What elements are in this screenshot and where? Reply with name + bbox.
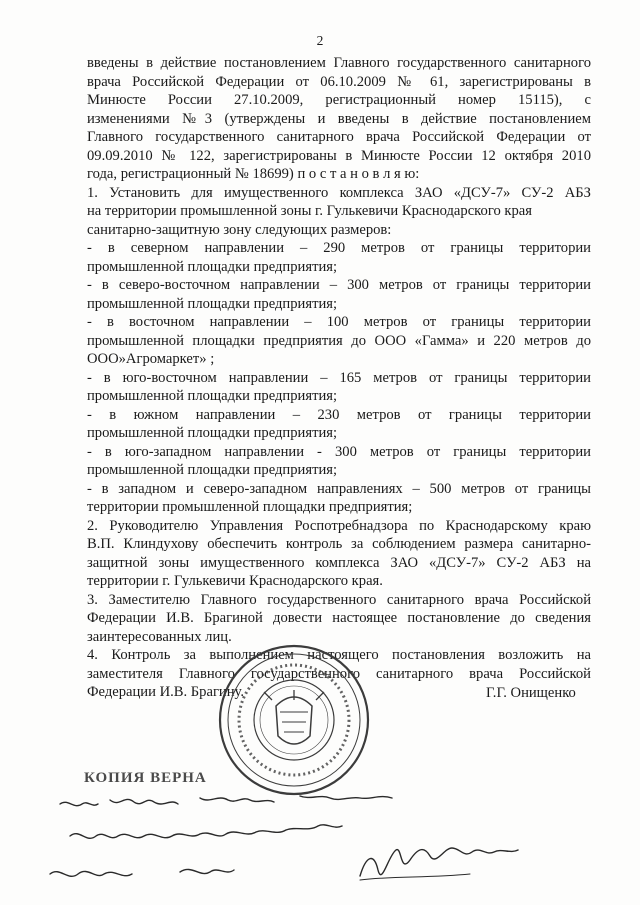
text-line: промышленной площадки предприятия;	[87, 462, 338, 478]
text-line: защитной зоны имущественного комплекса ЗАО «ДСУ-7» СУ-2 АБЗ на	[87, 554, 591, 571]
text-line: - в восточном направлении – 100 метров от границы территории	[87, 314, 591, 330]
official-seal-icon	[214, 640, 374, 800]
text-line: - в северо-восточном направлении – 300 метров от границы территории	[87, 277, 591, 293]
text-line: 3. Заместителю Главного государственного санитарного врача Российской	[87, 591, 591, 608]
text-line: - в южном направлении – 230 метров от границы территории	[87, 406, 591, 423]
text-line: санитарно-защитную зону следующих размеров:	[87, 221, 392, 238]
text-line: введены в действие постановлением Главного государственного санитарного	[87, 55, 591, 71]
text-line: 09.09.2010 № 122, зарегистрированы в Минюсте России 12 октября 2010	[87, 147, 591, 164]
text-line: 2. Руководителю Управления Роспотребнадзора по Краснодарскому краю	[87, 517, 591, 534]
text-line: Минюсте России 27.10.2009, регистрационный номер 15115), с	[87, 92, 591, 108]
text-line: - в юго-западном направлении - 300 метров от границы территории	[87, 443, 591, 460]
text-line: ООО»Агромаркет» ;	[87, 351, 215, 367]
text-line: - в северном направлении – 290 метров от границы территории	[87, 240, 591, 256]
text-line: промышленной площадки предприятия;	[87, 295, 338, 312]
handwritten-signature-note	[30, 790, 590, 900]
decree-body-text	[87, 54, 591, 702]
text-line: 1. Установить для имущественного комплекса ЗАО «ДСУ-7» СУ-2 АБЗ	[87, 184, 591, 201]
text-line: промышленной площадки предприятия до ООО «Гамма» и 220 метров до	[87, 332, 591, 349]
text-line: врача Российской Федерации от 06.10.2009 № 61, зарегистрированы в	[87, 73, 591, 90]
text-line: - в западном и северо-западном направлениях – 500 метров от границы	[87, 480, 591, 497]
text-line: территории г. Гулькевичи Краснодарского края.	[87, 573, 383, 589]
text-line: года, регистрационный № 18699) п о с т а н о в л я ю:	[87, 166, 420, 182]
text-line: Главного государственного санитарного врача Российской Федерации от	[87, 129, 591, 145]
handwritten-note-text: Зам. начальника отдела документационного обеспечения Управления делами Т.В. Папаткина	[30, 790, 70, 791]
text-line: промышленной площадки предприятия;	[87, 388, 338, 404]
text-line: промышленной площадки предприятия;	[87, 425, 338, 441]
text-line: 4. Контроль за выполнением настоящего постановления возложить на	[87, 647, 591, 663]
text-line: Федерации И.В. Брагину.	[87, 684, 245, 700]
text-line: В.П. Клиндухову обеспечить контроль за соблюдением размера санитарно-	[87, 536, 591, 552]
text-line: на территории промышленной зоны г. Гулькевичи Краснодарского края	[87, 203, 532, 219]
text-line: заинтересованных лиц.	[87, 628, 232, 645]
text-line: промышленной площадки предприятия;	[87, 258, 338, 275]
text-line: территории промышленной площадки предприятия;	[87, 499, 413, 515]
text-line: заместителя Главного государственного санитарного врача Российской	[87, 665, 591, 682]
copy-verified-stamp: КОПИЯ ВЕРНА	[84, 770, 207, 786]
text-line: изменениями №3 (утверждены и введены в действие постановлением	[87, 110, 591, 127]
signer-name: Г.Г. Онищенко	[486, 685, 576, 701]
page-number: 2	[316, 33, 324, 48]
text-line: Федерации И.В. Брагиной довести настоящее постановление до сведения	[87, 610, 591, 626]
text-line: - в юго-восточном направлении – 165 метров от границы территории	[87, 369, 591, 386]
